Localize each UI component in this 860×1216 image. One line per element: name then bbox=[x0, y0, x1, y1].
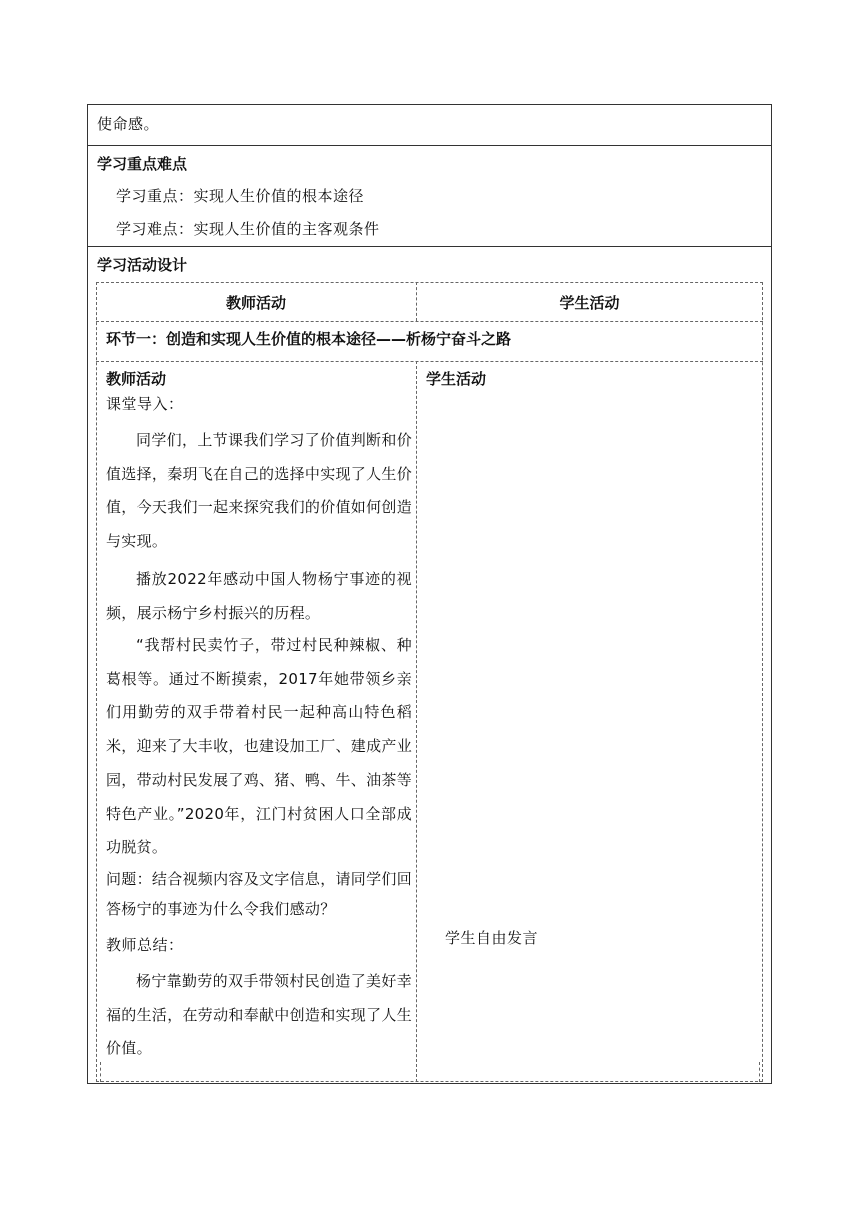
column-header-teacher: 教师活动 bbox=[225, 293, 286, 312]
inner-col-divider bbox=[416, 361, 417, 1082]
section-title: 环节一：创造和实现人生价值的根本途径——析杨宁奋斗之路 bbox=[106, 330, 512, 348]
teacher-paragraph-quote: “我帮村民卖竹子，带过村民种辣椒、种葛根等。通过不断摸索，2017年她带领乡亲们用勤劳的双手带着村民一起种高山特色稻米，迎来了大丰收，也建设加工厂、建成产业园，带动村民发展了鸡、猪、鸭、牛、油茶等特色产业。”2020年，江门村贫困人口全部成功脱贫。 bbox=[106, 636, 413, 857]
row-divider bbox=[87, 246, 772, 247]
teacher-summary-text: 杨宁靠勤劳的双手带领村民创造了美好幸福的生活，在劳动和奉献中创造和实现了人生价值。 bbox=[106, 972, 413, 1058]
student-activity-label: 学生活动 bbox=[426, 370, 487, 388]
teacher-question: 问题：结合视频内容及文字信息，请同学们回答杨宁的事迹为什么令我们感动？ bbox=[106, 870, 413, 918]
inner-margin-line bbox=[100, 1062, 101, 1082]
key-focus-text: 学习重点：实现人生价值的根本途径 bbox=[116, 187, 365, 205]
teacher-summary-label: 教师总结： bbox=[106, 936, 184, 954]
key-difficulty-text: 学习难点：实现人生价值的主客观条件 bbox=[116, 220, 380, 238]
teacher-activity-label: 教师活动 bbox=[106, 370, 167, 388]
column-header-student: 学生活动 bbox=[559, 293, 620, 312]
teacher-paragraph-video: 播放2022年感动中国人物杨宁事迹的视频，展示杨宁乡村振兴的历程。 bbox=[106, 570, 412, 622]
inner-row-divider bbox=[96, 321, 763, 322]
teacher-paragraph-intro: 同学们，上节课我们学习了价值判断和价值选择，秦玥飞在自己的选择中实现了人生价值，今天我们一起来探究我们的价值如何创造与实现。 bbox=[106, 431, 413, 551]
activity-design-heading: 学习活动设计 bbox=[97, 256, 188, 274]
class-intro-label: 课堂导入： bbox=[106, 395, 184, 413]
intro-row-text: 使命感。 bbox=[97, 115, 160, 133]
key-points-heading: 学习重点难点 bbox=[97, 155, 188, 173]
row-divider bbox=[87, 145, 772, 146]
student-response-text: 学生自由发言 bbox=[445, 929, 539, 947]
inner-margin-line bbox=[759, 1062, 760, 1082]
inner-row-divider bbox=[96, 361, 763, 362]
